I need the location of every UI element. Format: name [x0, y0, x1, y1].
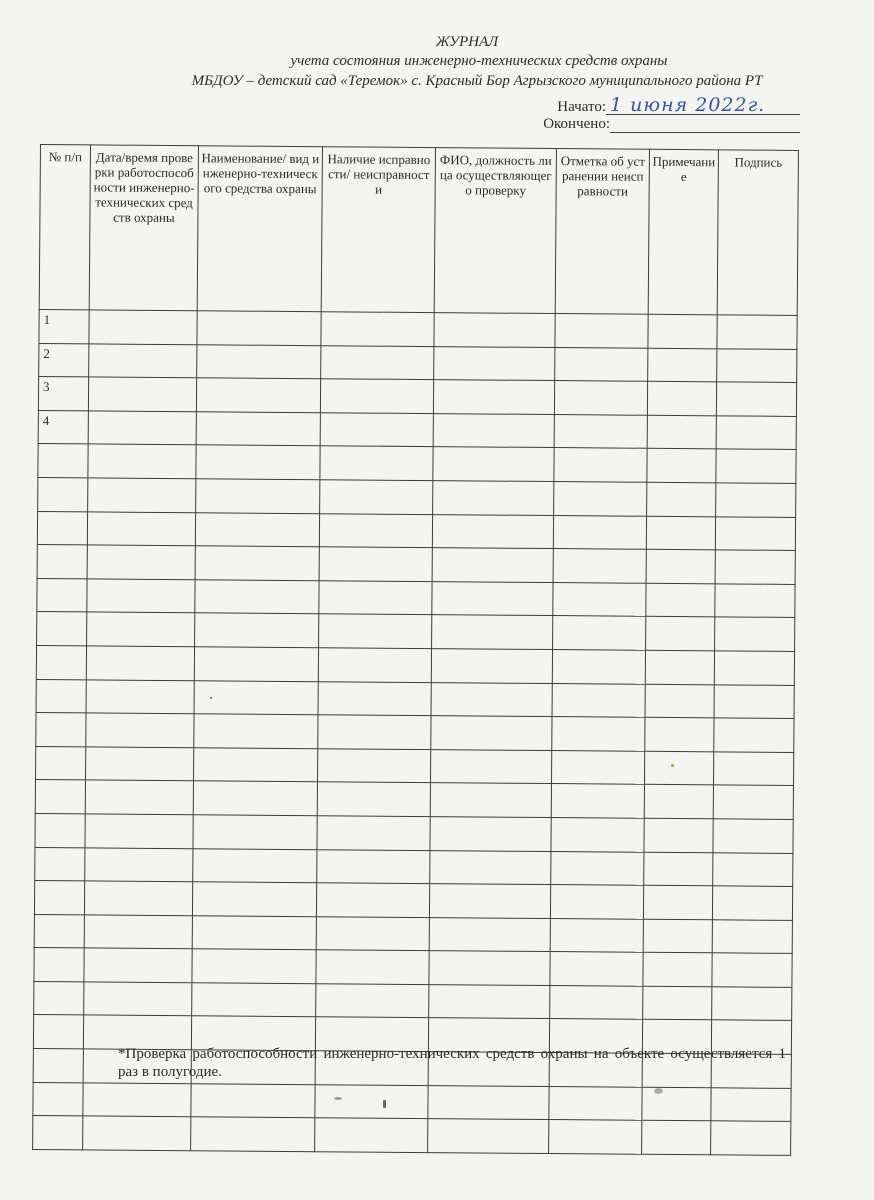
table-cell: [88, 478, 196, 512]
table-cell: [433, 380, 554, 415]
table-cell: [550, 952, 643, 986]
ended-value: [610, 116, 800, 133]
table-cell: [317, 782, 430, 816]
table-cell: [318, 648, 431, 682]
column-header-datetime: Дата/время проверки работоспособности инженерно-технических средств охраны: [89, 145, 198, 311]
column-header-number: № п/п: [39, 145, 90, 310]
table-cell: [320, 379, 433, 413]
table-cell: [645, 684, 714, 718]
table-cell: [431, 682, 552, 717]
table-cell: [647, 482, 716, 516]
table-header-row: [39, 145, 798, 316]
scan-speck: [334, 1097, 342, 1100]
table-cell: [430, 749, 551, 784]
table-cell: [87, 545, 195, 579]
table-cell: [85, 780, 193, 814]
table-cell: [717, 348, 797, 382]
organization-name: МБДОУ – детский сад «Теремок» с. Красный Бор Агрызского муниципального района РТ: [191, 73, 763, 89]
table-cell: [192, 915, 316, 950]
table-cell: [429, 917, 550, 952]
table-cell: [317, 816, 430, 850]
table-cell: [86, 679, 194, 713]
table-cell: [193, 815, 317, 850]
table-cell: [713, 785, 793, 819]
table-cell: [715, 584, 795, 618]
table-cell: [550, 985, 643, 1019]
table-cell: [195, 512, 319, 547]
table-cell: [428, 1085, 549, 1120]
table-cell: [89, 310, 197, 344]
table-cell: [192, 882, 316, 917]
table-cell: [196, 479, 320, 514]
table-cell: [552, 649, 645, 683]
table-cell: [643, 953, 712, 987]
table-cell: [316, 984, 429, 1018]
table-cell: [318, 681, 431, 715]
row-number-cell: [33, 1049, 83, 1083]
table-cell: [196, 445, 320, 480]
table-cell: [642, 1121, 711, 1155]
table-cell: [429, 984, 550, 1019]
table-cell: [319, 614, 432, 648]
table-cell: [193, 781, 317, 816]
table-cell: [551, 784, 644, 818]
table-cell: [549, 1086, 642, 1120]
table-cell: [86, 713, 194, 747]
table-cell: [319, 513, 432, 547]
scan-speck: [383, 1100, 386, 1108]
table-cell: [191, 1117, 315, 1152]
table-cell: [89, 343, 197, 377]
column-header-device-name: Наименование/ вид инженерно-технического средства охраны: [197, 146, 322, 312]
table-cell: [551, 851, 644, 885]
started-label: Начато:: [557, 99, 606, 115]
table-cell: [549, 1120, 642, 1154]
table-cell: [84, 982, 192, 1016]
row-number-cell: [34, 914, 84, 948]
table-row: [33, 1116, 791, 1156]
column-header-status: Наличие исправности/ неисправности: [321, 147, 435, 313]
table-cell: [193, 848, 317, 883]
started-line: [557, 96, 800, 116]
ended-label: Окончено:: [543, 116, 610, 132]
row-number-cell: [34, 881, 84, 915]
table-cell: [713, 819, 793, 853]
table-cell: [84, 915, 192, 949]
table-cell: [711, 1121, 791, 1155]
row-number-cell: [37, 578, 87, 612]
table-cell: [428, 1119, 549, 1154]
table-cell: [554, 448, 647, 482]
table-cell: [431, 649, 552, 684]
table-cell: [85, 847, 193, 881]
row-number-cell: [35, 813, 85, 847]
table-cell: [87, 612, 195, 646]
table-cell: [429, 884, 550, 919]
row-number-cell: [37, 545, 87, 579]
scan-speck: [671, 764, 674, 767]
table-cell: [643, 986, 712, 1020]
table-cell: [192, 983, 316, 1018]
table-cell: [86, 646, 194, 680]
table-cell: [715, 617, 795, 651]
table-cell: [714, 718, 794, 752]
table-cell: [83, 1116, 191, 1150]
table-cell: [646, 516, 715, 550]
table-cell: [552, 683, 645, 717]
column-header-signature: Подпись: [717, 150, 798, 316]
row-number-cell: [36, 645, 86, 679]
table-cell: [647, 449, 716, 483]
table-cell: [88, 444, 196, 478]
table-cell: [555, 347, 648, 381]
table-cell: [430, 850, 551, 885]
table-cell: [643, 919, 712, 953]
table-cell: [197, 311, 321, 346]
table-cell: [84, 948, 192, 982]
table-cell: [552, 717, 645, 751]
journal-subtitle: учета состояния инженерно-технических средств охраны: [290, 53, 668, 69]
table-cell: [321, 312, 434, 346]
table-cell: [320, 412, 433, 446]
table-cell: [712, 919, 792, 953]
table-cell: [554, 414, 647, 448]
table-cell: [197, 344, 321, 379]
table-cell: [716, 382, 796, 416]
table-cell: [320, 480, 433, 514]
table-cell: [196, 378, 320, 413]
row-number-cell: [38, 444, 88, 478]
table-cell: [715, 516, 795, 550]
table-cell: [316, 883, 429, 917]
table-cell: [434, 313, 555, 348]
table-cell: [644, 852, 713, 886]
row-number-cell: [37, 612, 87, 646]
row-number-cell: 3: [38, 377, 88, 411]
table-cell: [711, 1087, 791, 1121]
table-cell: [83, 1083, 191, 1117]
row-number-cell: [33, 1116, 83, 1150]
table-cell: [717, 315, 797, 349]
table-cell: [644, 751, 713, 785]
table-cell: [321, 345, 434, 379]
table-cell: [642, 1087, 711, 1121]
table-cell: [553, 515, 646, 549]
table-cell: [713, 852, 793, 886]
column-header-inspector: ФИО, должность лица осуществляющего проверку: [434, 148, 556, 314]
footnote: *Проверка работоспособности инженерно-технических средств охраны на объекте осуществляется 1 раз в полугодие.: [118, 1046, 786, 1080]
table-cell: [715, 550, 795, 584]
row-number-cell: [33, 1082, 83, 1116]
row-number-cell: 4: [38, 410, 88, 444]
table-cell: [432, 548, 553, 583]
row-number-cell: [36, 713, 86, 747]
table-cell: [195, 546, 319, 581]
table-cell: [191, 1083, 315, 1118]
row-number-cell: 1: [39, 309, 89, 343]
table-cell: [315, 1118, 428, 1152]
row-number-cell: [36, 679, 86, 713]
row-number-cell: [35, 780, 85, 814]
table-cell: [553, 582, 646, 616]
table-cell: [646, 617, 715, 651]
column-header-note: Примечание: [648, 149, 718, 315]
table-cell: [555, 314, 648, 348]
table-cell: [192, 949, 316, 984]
row-number-cell: [35, 847, 85, 881]
table-cell: [433, 413, 554, 448]
row-number-cell: 2: [39, 343, 89, 377]
row-number-cell: [34, 948, 84, 982]
table-cell: [194, 747, 318, 782]
table-cell: [88, 411, 196, 445]
table-cell: [712, 987, 792, 1021]
table-cell: [648, 314, 717, 348]
table-cell: [315, 1084, 428, 1118]
table-cell: [647, 415, 716, 449]
table-cell: [88, 377, 196, 411]
table-cell: [553, 549, 646, 583]
table-cell: [712, 886, 792, 920]
table-cell: [646, 583, 715, 617]
row-number-cell: [36, 746, 86, 780]
table-cell: [554, 482, 647, 516]
table-cell: [716, 449, 796, 483]
table-cell: [84, 881, 192, 915]
table-cell: [429, 951, 550, 986]
table-cell: [647, 381, 716, 415]
table-cell: [644, 818, 713, 852]
scan-speck: [210, 697, 212, 699]
table-cell: [317, 849, 430, 883]
table-cell: [713, 752, 793, 786]
table-cell: [316, 916, 429, 950]
table-cell: [86, 747, 194, 781]
row-number-cell: [37, 511, 87, 545]
table-cell: [432, 581, 553, 616]
table-cell: [714, 684, 794, 718]
table-cell: [432, 615, 553, 650]
table-cell: [648, 348, 717, 382]
table-cell: [318, 715, 431, 749]
ended-line: [543, 116, 800, 133]
table-cell: [433, 481, 554, 516]
table-cell: [433, 447, 554, 482]
table-cell: [196, 412, 320, 447]
row-number-cell: [33, 1015, 83, 1049]
table-cell: [646, 549, 715, 583]
table-cell: [430, 783, 551, 818]
row-number-cell: [38, 477, 88, 511]
table-cell: [194, 714, 318, 749]
table-cell: [551, 750, 644, 784]
row-number-cell: [34, 981, 84, 1015]
started-value: 1 июня 2022г.: [606, 96, 800, 115]
table-cell: [432, 514, 553, 549]
journal-table: [32, 144, 799, 1156]
table-cell: [553, 616, 646, 650]
table-cell: [645, 650, 714, 684]
table-cell: [317, 748, 430, 782]
table-cell: [195, 613, 319, 648]
table-cell: [431, 716, 552, 751]
table-cell: [716, 416, 796, 450]
table-cell: [550, 885, 643, 919]
table-cell: [194, 680, 318, 715]
table-cell: [320, 446, 433, 480]
table-cell: [316, 950, 429, 984]
table-cell: [712, 953, 792, 987]
table-cell: [644, 785, 713, 819]
table-cell: [554, 381, 647, 415]
table-cell: [85, 814, 193, 848]
table-cell: [87, 579, 195, 613]
table-cell: [194, 647, 318, 682]
table-cell: [195, 579, 319, 614]
table-cell: [87, 511, 195, 545]
table-cell: [430, 816, 551, 851]
table-cell: [714, 651, 794, 685]
table-cell: [319, 547, 432, 581]
journal-table-body: [33, 309, 798, 1155]
scan-speck: [654, 1088, 663, 1094]
column-header-repair-mark: Отметка об устранении неисправности: [555, 149, 649, 315]
table-cell: [645, 717, 714, 751]
journal-title: ЖУРНАЛ: [435, 34, 499, 50]
table-cell: [550, 918, 643, 952]
table-cell: [716, 483, 796, 517]
table-cell: [319, 580, 432, 614]
table-cell: [643, 885, 712, 919]
table-cell: [434, 346, 555, 381]
table-cell: [551, 817, 644, 851]
